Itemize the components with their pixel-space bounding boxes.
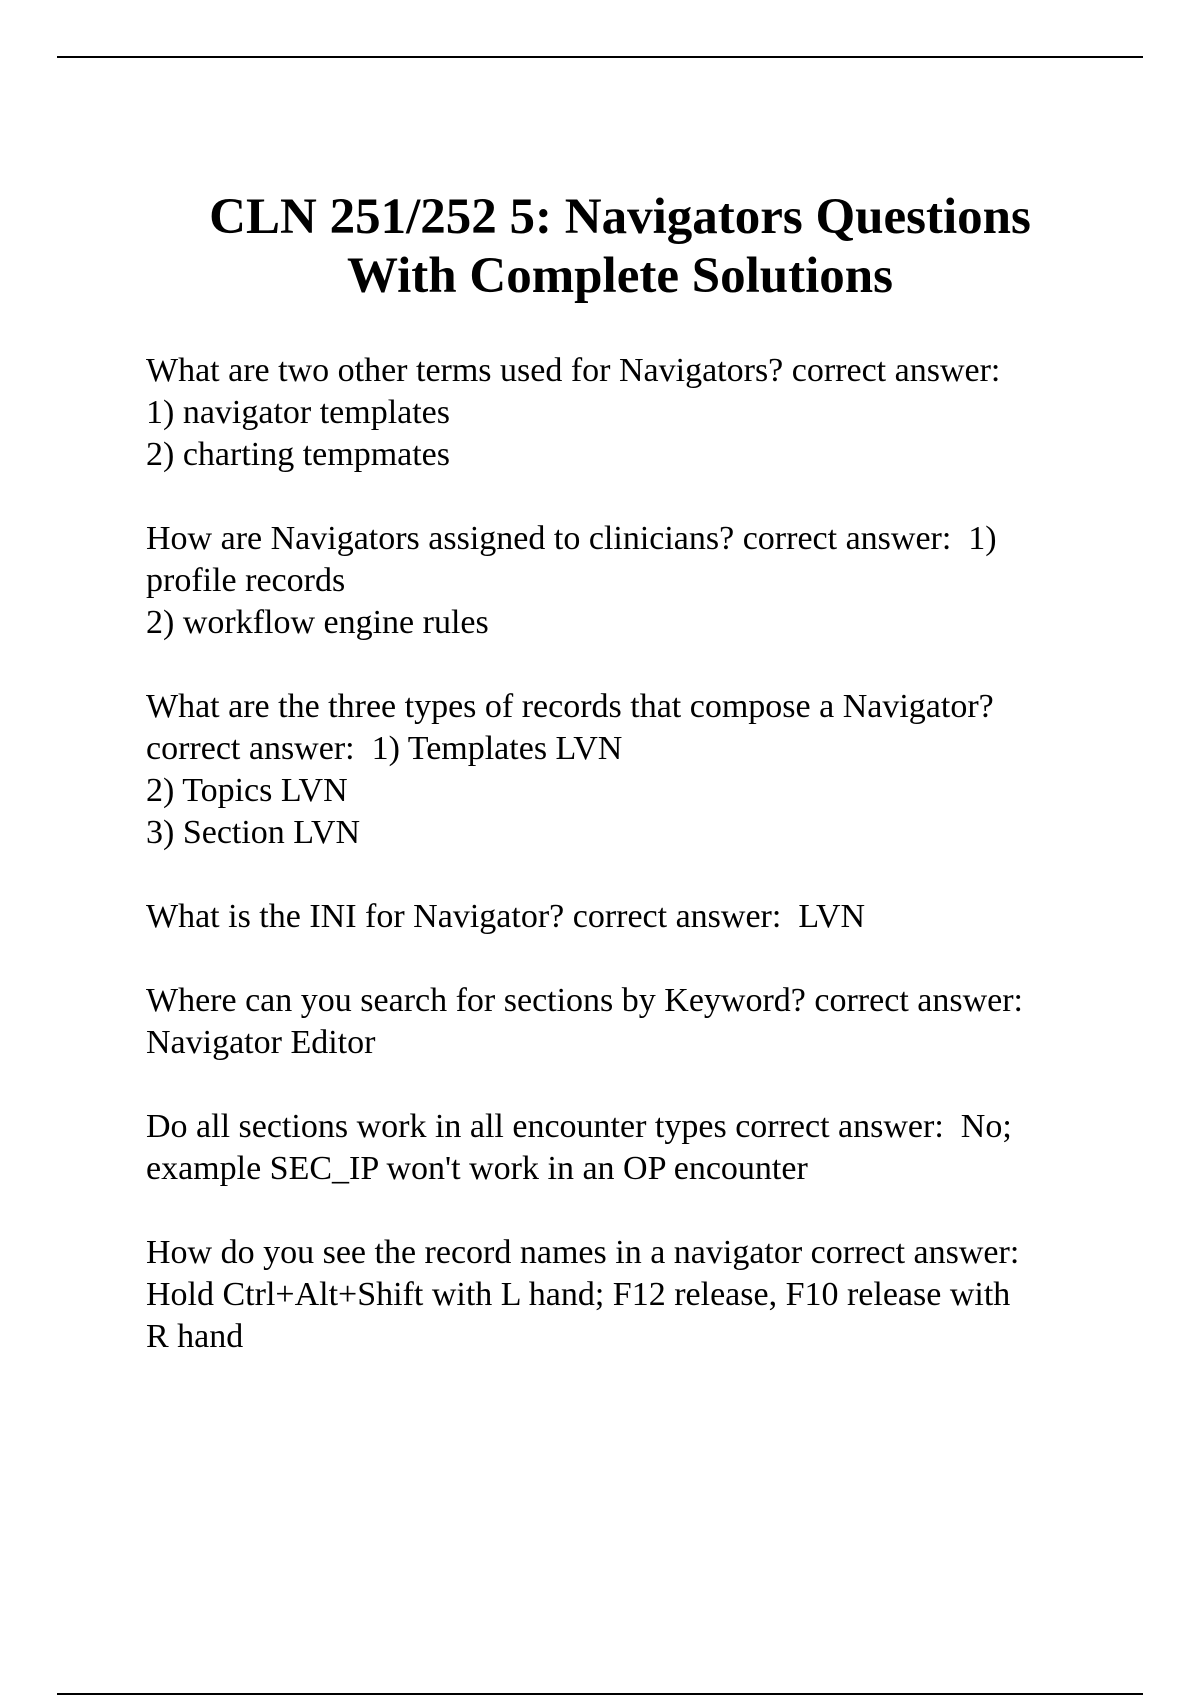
qa-7-line-2: Hold Ctrl+Alt+Shift with L hand; F12 release, F10 release with: [146, 1276, 1011, 1313]
qa-2-line-2: profile records: [146, 562, 346, 599]
qa-3-line-1: What are the three types of records that compose a Navigator?: [146, 688, 994, 725]
qa-6-line-1: Do all sections work in all encounter types correct answer: No;: [146, 1108, 1012, 1145]
qa-7-line-1: How do you see the record names in a navigator correct answer:: [146, 1234, 1020, 1271]
qa-list: [146, 350, 1106, 1400]
qa-1-line-2: 1) navigator templates: [146, 394, 451, 431]
qa-3-line-3: 2) Topics LVN: [146, 772, 348, 809]
bottom-rule: [57, 1693, 1143, 1695]
qa-item-4: [146, 896, 1106, 938]
qa-7-line-3: R hand: [146, 1318, 244, 1355]
qa-2-line-1: How are Navigators assigned to clinicians? correct answer: 1): [146, 520, 997, 557]
qa-2-line-3: 2) workflow engine rules: [146, 604, 489, 641]
title-line-2: With Complete Solutions: [347, 248, 893, 304]
qa-3-line-4: 3) Section LVN: [146, 814, 361, 851]
qa-item-7: [146, 1232, 1106, 1358]
qa-item-2: [146, 518, 1106, 644]
qa-item-5: [146, 980, 1106, 1064]
qa-4-line-1: What is the INI for Navigator? correct answer: LVN: [146, 898, 866, 935]
qa-5-line-2: Navigator Editor: [146, 1024, 376, 1061]
qa-item-1: [146, 350, 1106, 476]
qa-5-line-1: Where can you search for sections by Keyword? correct answer:: [146, 982, 1023, 1019]
qa-3-line-2: correct answer: 1) Templates LVN: [146, 730, 623, 767]
qa-6-line-2: example SEC_IP won't work in an OP encounter: [146, 1150, 808, 1187]
qa-1-line-1: What are two other terms used for Navigators? correct answer:: [146, 352, 1001, 389]
qa-item-3: [146, 686, 1106, 854]
page-title: [100, 188, 1140, 306]
qa-1-line-3: 2) charting tempmates: [146, 436, 451, 473]
top-rule: [57, 56, 1143, 58]
qa-item-6: [146, 1106, 1106, 1190]
title-line-1: CLN 251/252 5: Navigators Questions: [209, 189, 1031, 245]
